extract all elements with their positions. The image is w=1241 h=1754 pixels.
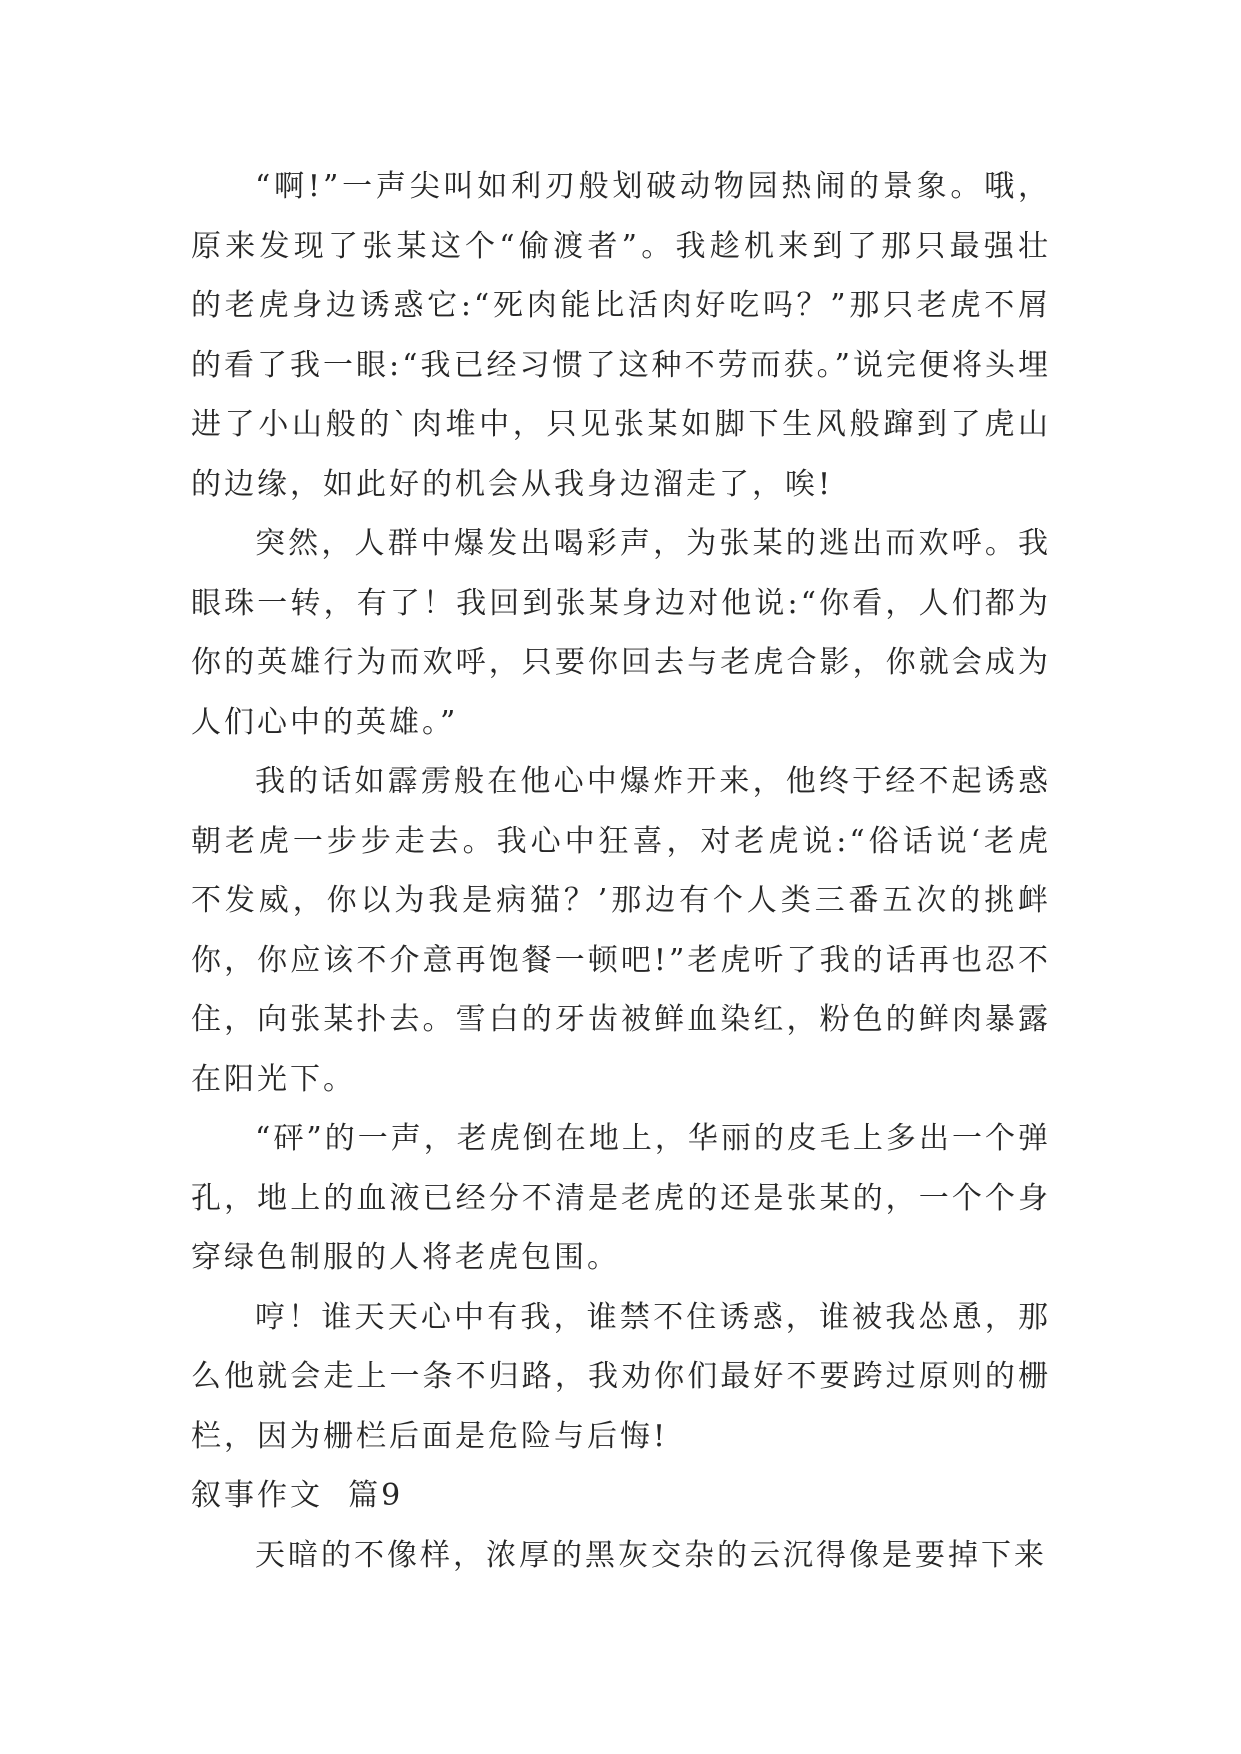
- paragraph-4: “砰”的一声，老虎倒在地上，华丽的皮毛上多出一个弹孔，地上的血液已经分不清是老虎的还是张某的，一个个身穿绿色制服的人将老虎包围。: [191, 1121, 1051, 1275]
- paragraph-1: “啊!”一声尖叫如利刃般划破动物园热闹的景象。哦，原来发现了张某这个“偷渡者”。我趁机来到了那只最强壮的老虎身边诱惑它:“死肉能比活肉好吃吗？”那只老虎不屑的看了我一眼:“我已经习惯了这种不劳而获。”说完便将头埋进了小山般的`肉堆中，只见张某如脚下生风般蹿到了虎山的边缘，如此好的机会从我身边溜走了，唉!: [191, 169, 1051, 502]
- paragraph-final: 天暗的不像样，浓厚的黑灰交杂的云沉得像是要掉下来: [255, 1537, 1047, 1573]
- paragraph-3: 我的话如霹雳般在他心中爆炸开来，他终于经不起诱惑朝老虎一步步走去。我心中狂喜，对老虎说:“俗话说‘老虎不发威，你以为我是病猫？’那边有个人类三番五次的挑衅你，你应该不介意再饱餐一顿吧!”老虎听了我的话再也忍不住，向张某扑去。雪白的牙齿被鲜血染红，粉色的鲜肉暴露在阳光下。: [191, 764, 1051, 1097]
- document-body: [191, 157, 1051, 1585]
- paragraph-5: 哼！谁天天心中有我，谁禁不住诱惑，谁被我怂恿，那么他就会走上一条不归路，我劝你们最好不要跨过原则的栅栏，因为栅栏后面是危险与后悔!: [191, 1299, 1051, 1454]
- section-heading: 叙事作文 篇9: [191, 1478, 404, 1513]
- paragraph-2: 突然，人群中爆发出喝彩声，为张某的逃出而欢呼。我眼珠一转，有了！我回到张某身边对他说:“你看，人们都为你的英雄行为而欢呼，只要你回去与老虎合影，你就会成为人们心中的英雄。”: [191, 526, 1051, 740]
